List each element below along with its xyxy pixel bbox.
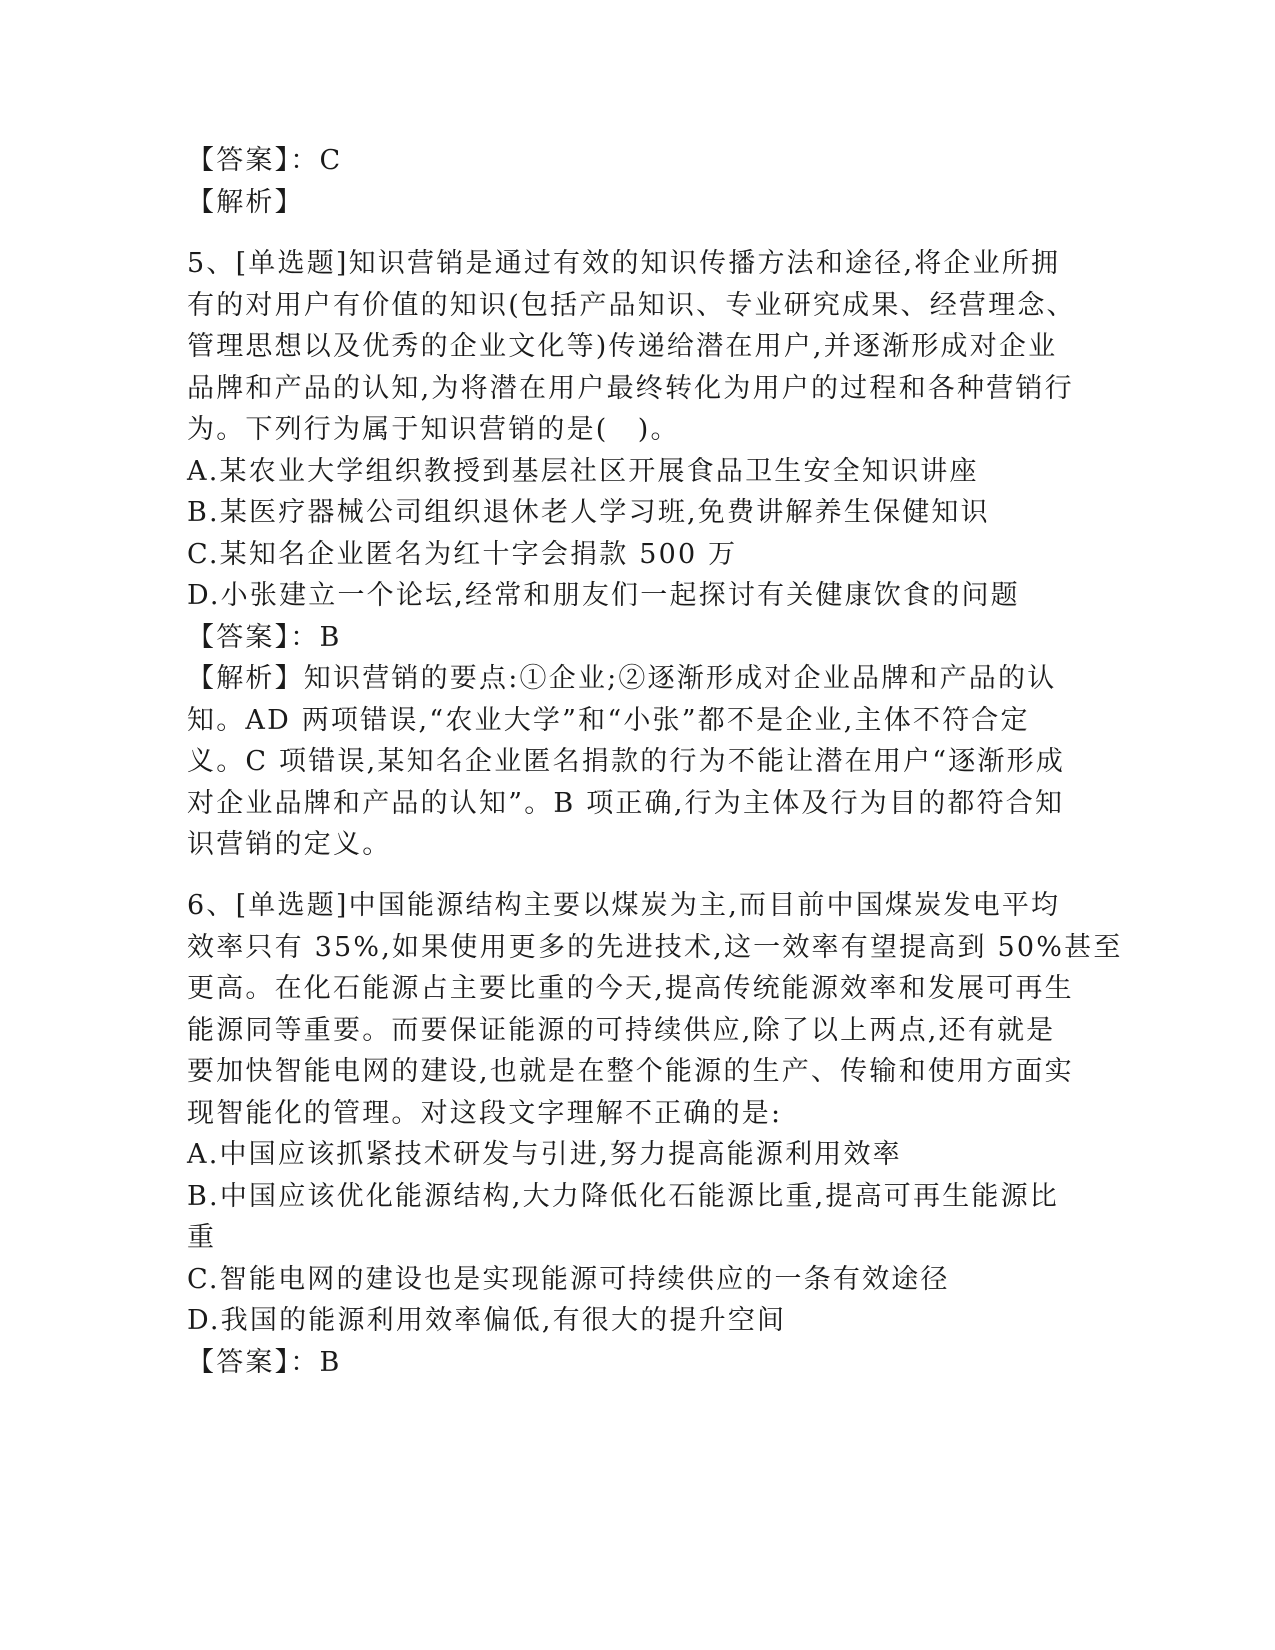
q5-stem-line: 有的对用户有价值的知识(包括产品知识、专业研究成果、经营理念、 [187, 290, 1076, 321]
q5-analysis-line: 知。AD 两项错误,“农业大学”和“小张”都不是企业,主体不符合定 [187, 705, 1030, 736]
prev-answer: 【答案】：C [187, 145, 343, 176]
q6-stem-line: 能源同等重要。而要保证能源的可持续供应,除了以上两点,还有就是 [187, 1015, 1056, 1046]
q6-option-b-continued: 重 [187, 1222, 217, 1253]
q5-stem-line: 品牌和产品的认知,为将潜在用户最终转化为用户的过程和各种营销行 [187, 373, 1074, 404]
q5-option-c: C.某知名企业匿名为红十字会捐款 500 万 [187, 539, 738, 570]
q6-option-c: C.智能电网的建设也是实现能源可持续供应的一条有效途径 [187, 1264, 950, 1295]
q5-stem-line: 5、[单选题]知识营销是通过有效的知识传播方法和途径,将企业所拥 [187, 248, 1061, 279]
q6-stem-line: 6、[单选题]中国能源结构主要以煤炭为主,而目前中国煤炭发电平均 [187, 890, 1061, 921]
prev-analysis: 【解析】 [187, 187, 304, 218]
q5-answer: 【答案】：B [187, 622, 342, 653]
q5-analysis-line: 义。C 项错误,某知名企业匿名捐款的行为不能让潜在用户“逐渐形成 [187, 746, 1066, 777]
q5-analysis-line: 识营销的定义。 [187, 829, 392, 860]
q6-option-b: B.中国应该优化能源结构,大力降低化石能源比重,提高可再生能源比 [187, 1181, 1059, 1212]
q5-option-b: B.某医疗器械公司组织退休老人学习班,免费讲解养生保健知识 [187, 497, 990, 528]
q6-stem-line: 现智能化的管理。对这段文字理解不正确的是: [187, 1098, 783, 1129]
q6-option-a: A.中国应该抓紧技术研发与引进,努力提高能源利用效率 [187, 1139, 902, 1170]
q6-stem-line: 更高。在化石能源占主要比重的今天,提高传统能源效率和发展可再生 [187, 973, 1074, 1004]
q6-stem-line: 效率只有 35%,如果使用更多的先进技术,这一效率有望提高到 50%甚至 [187, 932, 1123, 963]
q5-stem-line: 管理思想以及优秀的企业文化等)传递给潜在用户,并逐渐形成对企业 [187, 331, 1058, 362]
q6-answer: 【答案】：B [187, 1347, 342, 1378]
q6-stem-line: 要加快智能电网的建设,也就是在整个能源的生产、传输和使用方面实 [187, 1056, 1074, 1087]
q5-analysis-line: 对企业品牌和产品的认知”。B 项正确,行为主体及行为目的都符合知 [187, 788, 1065, 819]
q6-option-d: D.我国的能源利用效率偏低,有很大的提升空间 [187, 1305, 787, 1336]
q5-stem-line: 为。下列行为属于知识营销的是( )。 [187, 414, 680, 445]
q5-option-d: D.小张建立一个论坛,经常和朋友们一起探讨有关健康饮食的问题 [187, 580, 1020, 611]
q5-analysis-line: 【解析】知识营销的要点:①企业;②逐渐形成对企业品牌和产品的认 [187, 663, 1057, 694]
q5-option-a: A.某农业大学组织教授到基层社区开展食品卫生安全知识讲座 [187, 456, 979, 487]
